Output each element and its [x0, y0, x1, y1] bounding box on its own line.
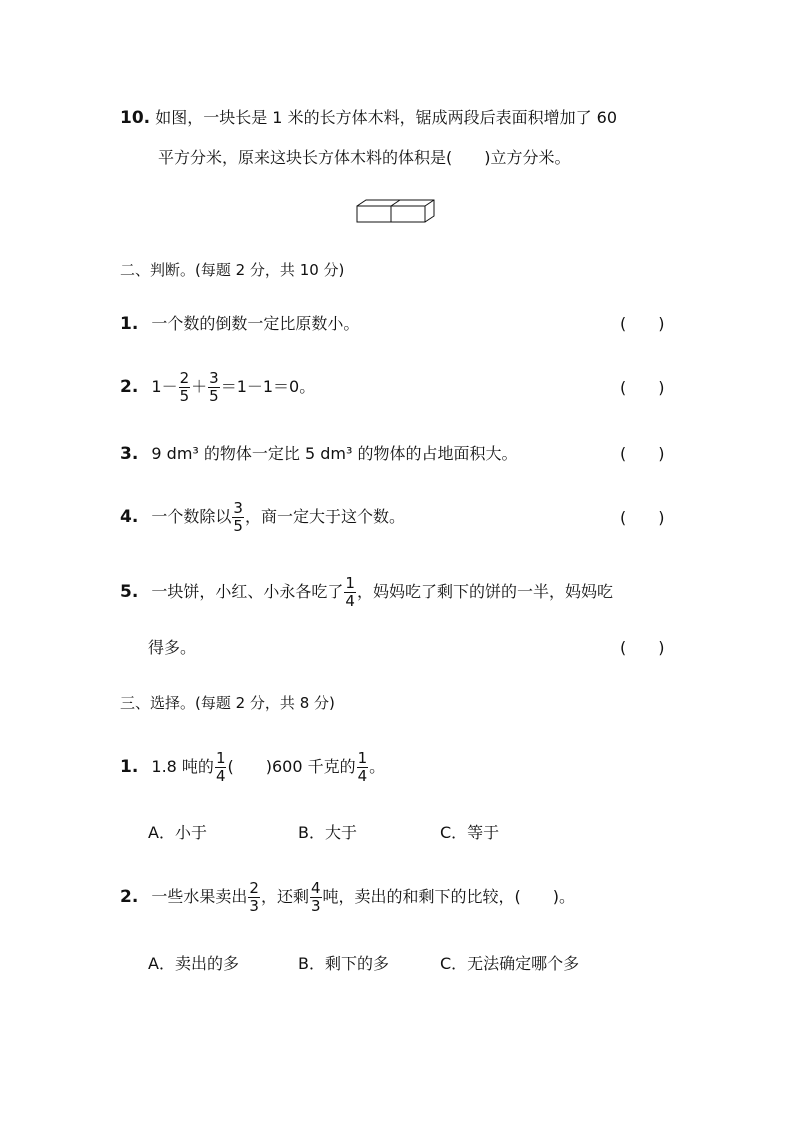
- section-2-title: 二、判断。(每题 2 分，共 10 分): [120, 261, 345, 279]
- answer-blank[interactable]: ( ): [620, 444, 665, 463]
- option-b[interactable]: B．大于: [298, 823, 357, 842]
- answer-blank[interactable]: ( ): [620, 508, 665, 527]
- fraction: $\frac{4}{3}$: [310, 879, 321, 915]
- judge-item-2: 2. 1－ $\frac{2}{5}$ ＋ $\frac{3}{5}$ ＝1－1＝0。: [120, 369, 316, 405]
- item-text: 一个数的倒数一定比原数小。: [151, 314, 360, 333]
- item-text-pre: 1－: [151, 377, 178, 396]
- item-number: 1.: [120, 757, 139, 777]
- item-number: 4.: [120, 507, 139, 527]
- item-text-pre: 一块饼，小红、小永各吃了: [151, 582, 344, 601]
- item-number: 3.: [120, 444, 139, 464]
- wood-block-figure: [354, 198, 438, 226]
- fraction: $\frac{2}{5}$: [179, 369, 190, 405]
- option-a[interactable]: A．小于: [148, 823, 207, 842]
- answer-blank[interactable]: ( ): [620, 378, 665, 397]
- item-number: 5.: [120, 582, 139, 602]
- judge-item-5-line2: 得多。: [148, 638, 197, 657]
- answer-blank[interactable]: ( ): [620, 638, 665, 657]
- fraction: $\frac{3}{5}$: [209, 369, 219, 405]
- choice-question-1: 1. 1.8 吨的 $\frac{1}{4}$ ( )600 千克的 $\frac{1}{4}$ 。: [120, 749, 386, 785]
- option-c[interactable]: C．无法确定哪个多: [440, 954, 580, 973]
- option-a[interactable]: A．卖出的多: [148, 954, 239, 973]
- fraction: $\frac{1}{4}$: [357, 749, 368, 785]
- fraction: $\frac{2}{3}$: [249, 879, 259, 915]
- item-text: 9 dm³ 的物体一定比 5 dm³ 的物体的占地面积大。: [151, 444, 518, 463]
- item-number: 2.: [120, 377, 139, 397]
- question-10: [120, 108, 617, 128]
- judge-item-4: 4. 一个数除以 $\frac{3}{5}$ ，商一定大于这个数。: [120, 499, 405, 535]
- option-c[interactable]: C．等于: [440, 823, 500, 842]
- item-number: 1.: [120, 314, 139, 334]
- answer-blank[interactable]: ( ): [620, 314, 665, 333]
- item-number: 2.: [120, 887, 139, 907]
- question-text: 如图，一块长是 1 米的长方体木料，锯成两段后表面积增加了 60: [155, 108, 618, 127]
- item-text-pre: 一个数除以: [151, 507, 232, 526]
- choice-question-2: 2. 一些水果卖出 $\frac{2}{3}$ ，还剩 $\frac{4}{3}$ 吨，卖出的和剩下的比较，( )。: [120, 879, 576, 915]
- option-b[interactable]: B．剩下的多: [298, 954, 389, 973]
- judge-item-1: [120, 314, 359, 334]
- judge-item-3: [120, 444, 518, 464]
- fraction: $\frac{3}{5}$: [233, 499, 243, 535]
- question-number: 10.: [120, 108, 151, 128]
- judge-item-5: 5. 一块饼，小红、小永各吃了 $\frac{1}{4}$ ，妈妈吃了剩下的饼的一半，妈妈吃: [120, 574, 613, 610]
- fraction: $\frac{1}{4}$: [215, 749, 226, 785]
- section-3-title: 三、选择。(每题 2 分，共 8 分): [120, 694, 335, 712]
- question-10-line2: 平方分米，原来这块长方体木料的体积是( )立方分米。: [158, 148, 571, 167]
- fraction: $\frac{1}{4}$: [345, 574, 355, 610]
